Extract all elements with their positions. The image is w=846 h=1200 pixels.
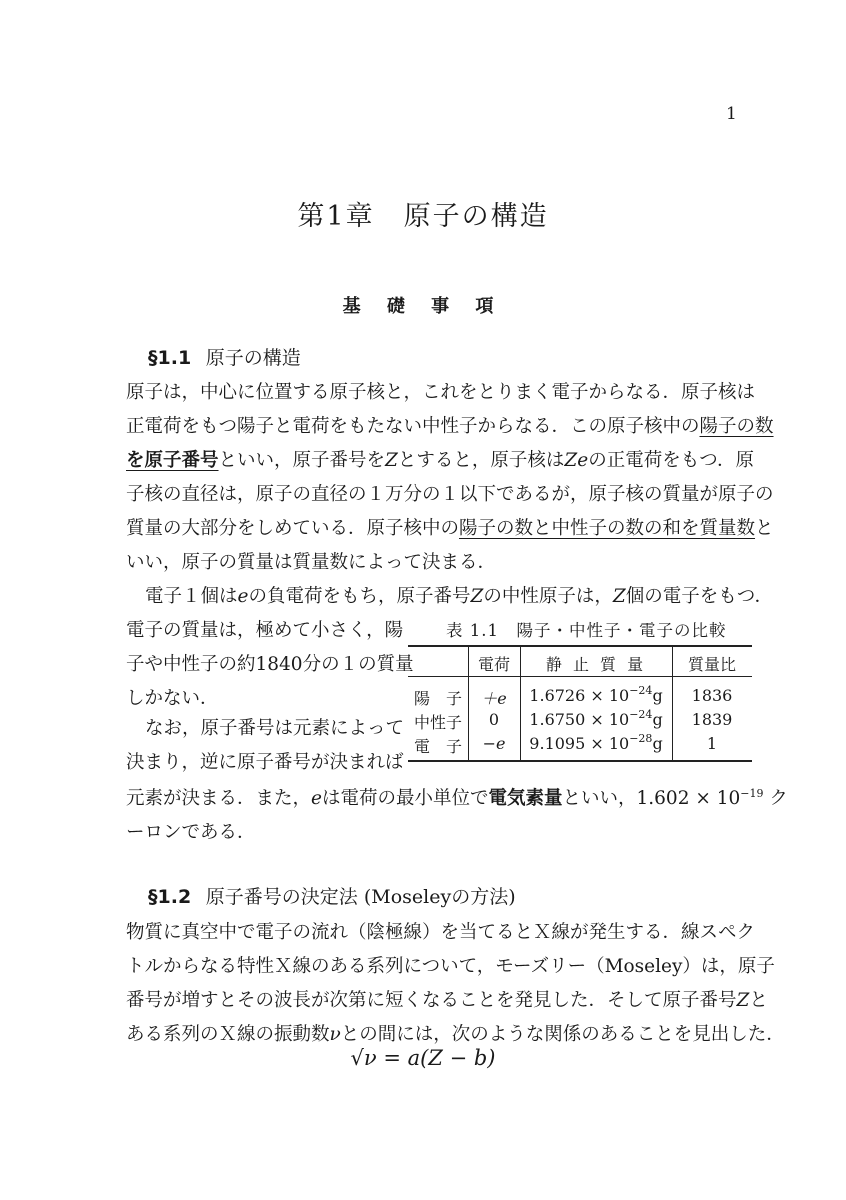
table-cell-ratio: 1836 <box>691 686 733 705</box>
table-cell-mass: $1.6726 \times 10^{-24}g$ <box>529 684 663 705</box>
chapter-title: 第1章 原子の構造 <box>297 201 549 232</box>
paragraph-line: 質量の大部分をしめている．原子核中の陽子の数と中性子の数の和を質量数と <box>126 518 774 539</box>
section-1-heading <box>148 343 301 370</box>
page-number: 1 <box>726 104 737 124</box>
table-row-name: 中性子 <box>414 713 463 732</box>
paragraph-line: 電子の質量は，極めて小さく，陽 <box>126 620 404 641</box>
table-bottom-rule <box>408 760 752 762</box>
paragraph-line: トルからなる特性Ｘ線のある系列について，モーズリー（Moseley）は，原子 <box>126 956 775 977</box>
table-header: 質量比 <box>687 655 736 674</box>
table-cell-mass: $9.1095 \times 10^{-28}g$ <box>529 732 663 753</box>
paragraph-line: 元素が決まる．また，eは電荷の最小単位で電気素量といい，$1.602 \times 10^{-19}$ ク <box>126 787 788 809</box>
section-2-title: 原子番号の決定法 <box>205 886 358 908</box>
paragraph-line: を原子番号といい，原子番号をZとすると，原子核はZeの正電荷をもつ．原 <box>126 450 754 471</box>
paragraph-line: なお，原子番号は元素によって <box>145 718 405 739</box>
table-cell-charge: ＋e <box>481 689 507 708</box>
table-top-rule <box>408 645 752 647</box>
section-1-number: §1.1 <box>148 347 192 369</box>
paragraph-line: 物質に真空中で電子の流れ（陰極線）を当てるとＸ線が発生する．線スペク <box>126 922 756 943</box>
paragraph-line: ーロンである． <box>126 822 256 843</box>
table-cell-ratio: 1 <box>706 734 718 753</box>
paragraph-line: 正電荷をもつ陽子と電荷をもたない中性子からなる．この原子核中の陽子の数 <box>126 416 774 437</box>
paragraph-line: 子核の直径は，原子の直径の１万分の１以下であるが，原子核の質量が原子の <box>126 484 774 505</box>
paragraph-line: 原子は，中心に位置する原子核と，これをとりまく電子からなる．原子核は <box>126 382 756 403</box>
table-caption: 表 1.1 陽子・中性子・電子の比較 <box>446 621 727 640</box>
section-2-heading <box>148 882 516 909</box>
table-header-rule <box>408 676 752 677</box>
section-2-number: §1.2 <box>148 886 192 908</box>
table-row-name: 陽 子 <box>414 689 463 708</box>
paragraph-line: ある系列のＸ線の振動数νとの間には，次のような関係のあることを見出した． <box>126 1024 785 1045</box>
section-1-title: 原子の構造 <box>205 347 301 369</box>
moseley-equation: √ν = a(Z − b) <box>350 1046 496 1070</box>
paragraph-line: 電子１個はeの負電荷をもち，原子番号Zの中性原子は，Z個の電子をもつ． <box>145 586 773 607</box>
table-header: 静 止 質 量 <box>545 655 647 674</box>
table-cell-mass: $1.6750 \times 10^{-24}g$ <box>529 708 663 729</box>
paragraph-line: 決まり，逆に原子番号が決まれば <box>126 752 404 773</box>
paragraph-line: 子や中性子の約1840分の１の質量 <box>126 654 414 675</box>
paragraph-line: しかない． <box>126 688 219 709</box>
table-cell-charge: −e <box>482 734 506 753</box>
paragraph-line: 番号が増すとその波長が次第に短くなることを発見した．そして原子番号Zと <box>126 990 768 1011</box>
table-cell-ratio: 1839 <box>691 710 733 729</box>
subheading: 基 礎 事 項 <box>342 296 504 317</box>
table-header: 電荷 <box>477 655 510 674</box>
section-2-title-suffix: (Moseleyの方法) <box>357 886 516 908</box>
table-cell-charge: 0 <box>488 710 500 729</box>
paragraph-line: いい，原子の質量は質量数によって決まる． <box>126 552 497 573</box>
table-row-name: 電 子 <box>414 737 463 756</box>
